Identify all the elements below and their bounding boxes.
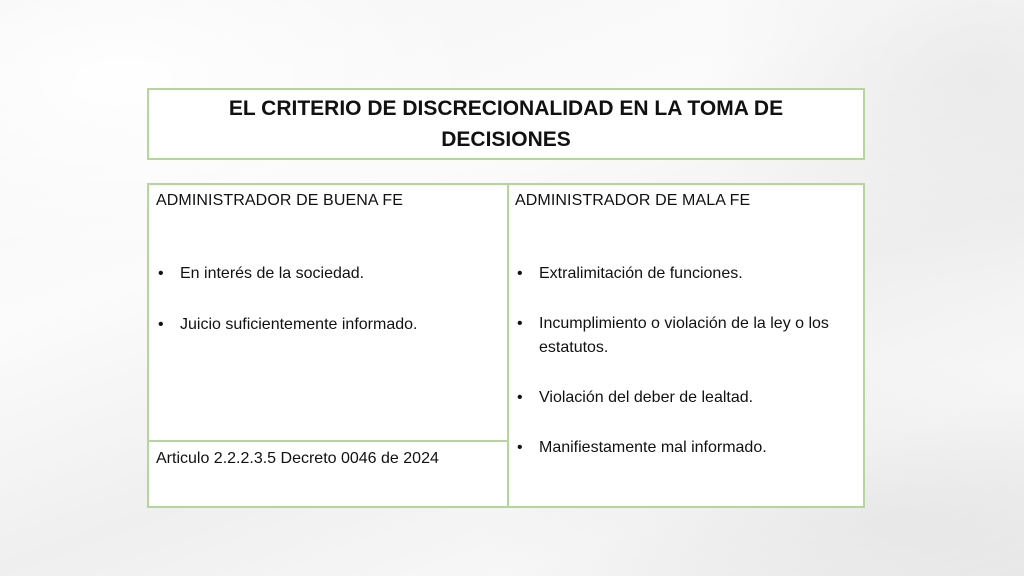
list-item	[515, 386, 855, 410]
list-item	[515, 436, 855, 460]
bullet-icon: •	[517, 439, 523, 456]
list-item	[156, 313, 501, 337]
bullet-icon: •	[517, 389, 523, 406]
bad-faith-header: ADMINISTRADOR DE MALA FE	[515, 192, 751, 209]
comparison-table	[147, 183, 865, 508]
column-divider	[507, 185, 509, 506]
list-item	[515, 262, 855, 286]
bad-faith-list	[515, 262, 855, 460]
list-item-text: Extralimitación de funciones.	[539, 265, 743, 282]
list-item-text: Juicio suficientemente informado.	[180, 316, 418, 333]
good-faith-list	[156, 262, 501, 337]
bullet-icon: •	[158, 265, 164, 282]
list-item	[156, 262, 501, 286]
title-box	[147, 88, 865, 160]
list-item-text: En interés de la sociedad.	[180, 265, 365, 282]
row-divider	[149, 440, 507, 442]
list-item	[515, 312, 855, 360]
slide-title: EL CRITERIO DE DISCRECIONALIDAD EN LA TOMA DE DECISIONES	[228, 97, 784, 151]
list-item-text: Incumplimiento o violación de la ley o los estatutos.	[539, 315, 829, 356]
good-faith-header: ADMINISTRADOR DE BUENA FE	[156, 192, 403, 209]
legal-reference: Articulo 2.2.2.3.5 Decreto 0046 de 2024	[156, 450, 439, 467]
list-item-text: Manifiestamente mal informado.	[539, 439, 767, 456]
list-item-text: Violación del deber de lealtad.	[539, 389, 754, 406]
bullet-icon: •	[158, 316, 164, 333]
bullet-icon: •	[517, 265, 523, 282]
bullet-icon: •	[517, 315, 523, 332]
